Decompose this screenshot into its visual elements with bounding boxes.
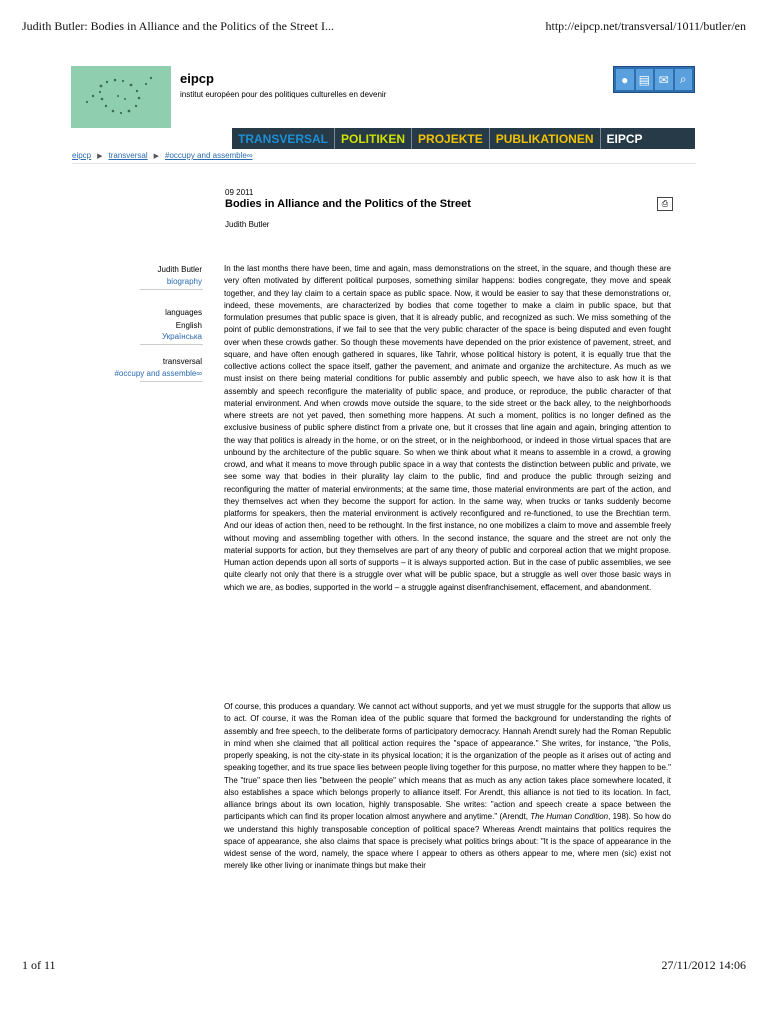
paragraph-text: , 198). So how do we understand this highly transposable conception of political space? Whereas Arendt maintains that politics requires the space of appearance, she also claims that space is precisely what politics brings about: "It is the space of appearance in the widest sense of the word, namely, the space where I appear to others as others appear to me, where men (sic) exist not merely like other living or inanimate things but make their (224, 812, 671, 871)
breadcrumb-occupy[interactable]: #occupy and assemble∞ (165, 151, 253, 160)
breadcrumb-eipcp[interactable]: eipcp (72, 151, 92, 160)
sidebar-biography-link[interactable]: biography (166, 277, 202, 286)
sidebar-divider (140, 381, 203, 382)
article-date: 09 2011 (225, 188, 254, 197)
breadcrumb (72, 151, 253, 160)
breadcrumb-transversal[interactable]: transversal (108, 151, 148, 160)
person-icon[interactable]: ● (616, 69, 634, 90)
print-icon[interactable]: ⎙ (657, 197, 673, 211)
main-nav (232, 128, 695, 149)
print-footer-datetime: 27/11/2012 14:06 (661, 958, 746, 972)
chevron-right-icon: ▶ (153, 152, 160, 160)
paragraph-text: Of course, this produces a quandary. We cannot act without supports, and yet we must struggle for the supports that allow us to act. Of course, it was the Roman idea of the public square that formed the background for understanding the rights of assembly and free speech, to the deliberate forms of participatory democracy. Hannah Arendt surely had the Roman Republic in mind when she claimed that all political action requires the "space of appearance." She writes, for instance, "the Polis, properly speaking, is not the city-state in its physical location; it is the organization of the people as it arises out of acting and speaking together, and its true space lies between people living together for this purpose, no matter where they happen to be." The "true" space then lies "between the people" which means that as much as any action takes place somewhere located, it also establishes a space which belongs properly to alliance itself. For Arendt, this alliance is not tied to its location. In fact, alliance brings about its own location, highly transposable. She writes: "action and speech create a space between the participants which can find its proper location almost anywhere and anytime." (Arendt, (224, 702, 671, 822)
article-title: Bodies in Alliance and the Politics of the Street (225, 198, 471, 210)
print-footer-page: 1 of 11 (22, 958, 56, 972)
document-icon[interactable]: ▤ (636, 69, 654, 90)
chevron-right-icon: ▶ (97, 152, 103, 160)
site-subtitle: institut européen pour des politiques culturelles en devenir (180, 90, 387, 99)
sidebar-lang-ukrainian[interactable]: Українська (161, 332, 202, 341)
logo-graphic-icon (71, 66, 171, 128)
sidebar-section-link[interactable]: #occupy and assemble∞ (114, 369, 202, 378)
toolbar-icons (613, 66, 695, 93)
nav-projekte[interactable]: PROJEKTE (412, 128, 490, 149)
print-header-url: http://eipcp.net/transversal/1011/butler/en (545, 19, 746, 33)
article-paragraph (224, 701, 671, 873)
site-name[interactable]: eipcp (180, 71, 214, 86)
nav-politiken[interactable]: POLITIKEN (335, 128, 412, 149)
sidebar-languages-label: languages (165, 308, 202, 317)
sidebar-divider (140, 289, 203, 290)
nav-transversal[interactable]: TRANSVERSAL (232, 128, 335, 149)
sidebar-section-label: transversal (162, 357, 202, 366)
article-author: Judith Butler (225, 220, 270, 229)
book-title: The Human Condition (530, 812, 609, 822)
sidebar-author: Judith Butler (157, 265, 202, 274)
sidebar-lang-english: English (175, 321, 202, 330)
nav-publikationen[interactable]: PUBLIKATIONEN (490, 128, 601, 149)
mail-icon[interactable]: ✉ (655, 69, 673, 90)
eipcp-logo[interactable] (71, 66, 171, 128)
article-paragraph: In the last months there have been, time and again, mass demonstrations on the street, in the square, and though these are very often motivated by different political purposes, something similar happens: bodies congregate, they move and speak together, and they lay claim to a certain space as public space. Now, it would be easier to say that these demonstrations or, indeed, these movements, are characterized by bodies that come together to make a claim in public space, but that formulation presumes that public space is given, that it is already public, and recognized as such. We miss something of the point of public demonstrations, if we fail to see that the very public character of the space is being disputed and even fought over when these crowds gather. So though these movements have depended on the prior existence of pavement, street, and square, and have often enough gathered in squares, like Tahrir, whose political history is potent, it is equally true that the collective actions collect the space itself, gather the pavement, and animate and organize the architecture. As much as we must insist on there being material conditions for public assembly and public speech, we have also to ask how it is that assembly and speech reconfigure the materiality of public space, and produce, or reproduce, the public character of that material environment. And when crowds move outside the square, to the side street or the back alley, to the neighborhoods where streets are not yet paved, then something more happens. At such a moment, politics is no longer defined as the exclusive business of public sphere distinct from a private one, but it crosses that line again and again, bringing attention to the way that politics is already in the home, or on the street, or in the neighborhood, or indeed in those virtual spaces that are unbound by the architecture of the public square. So when we think about what it means to assemble in a crowd, a growing crowd, and what it means to move through public space in a way that contests the distinction between public and private, we see some way that bodies in their plurality lay claim to the public, find and produce the public through seizing and reconfiguring the matter of material environments; at the same time, those material environments are part of the action, and they themselves act when they become the support for action. In the same way, when trucks or tanks suddenly become platforms for speakers, then the material environment is actively reconfigured and re-functioned, to use the Brechtian term. And our ideas of action then, need to be rethought. In the first instance, no one mobilizes a claim to move and assemble freely without moving and assembling together with others. In the second instance, the square and the street are not only the material supports for action, but they themselves are part of any theory of public and corporeal action that we might propose. Human action depends upon all sorts of supports – it is always supported action. But in the case of public assemblies, we see quite clearly not only that there is a struggle over what will be public space, but a struggle as well over those basic ways in which we are, as bodies, supported in the world – a struggle against disenfranchisement, effacement, and abandonment. (224, 264, 671, 592)
sidebar-divider (140, 344, 203, 345)
print-header-title: Judith Butler: Bodies in Alliance and the Politics of the Street I... (22, 19, 334, 33)
search-icon[interactable]: ⌕ (675, 69, 693, 90)
divider (72, 163, 696, 164)
nav-eipcp[interactable]: EIPCP (606, 131, 643, 146)
